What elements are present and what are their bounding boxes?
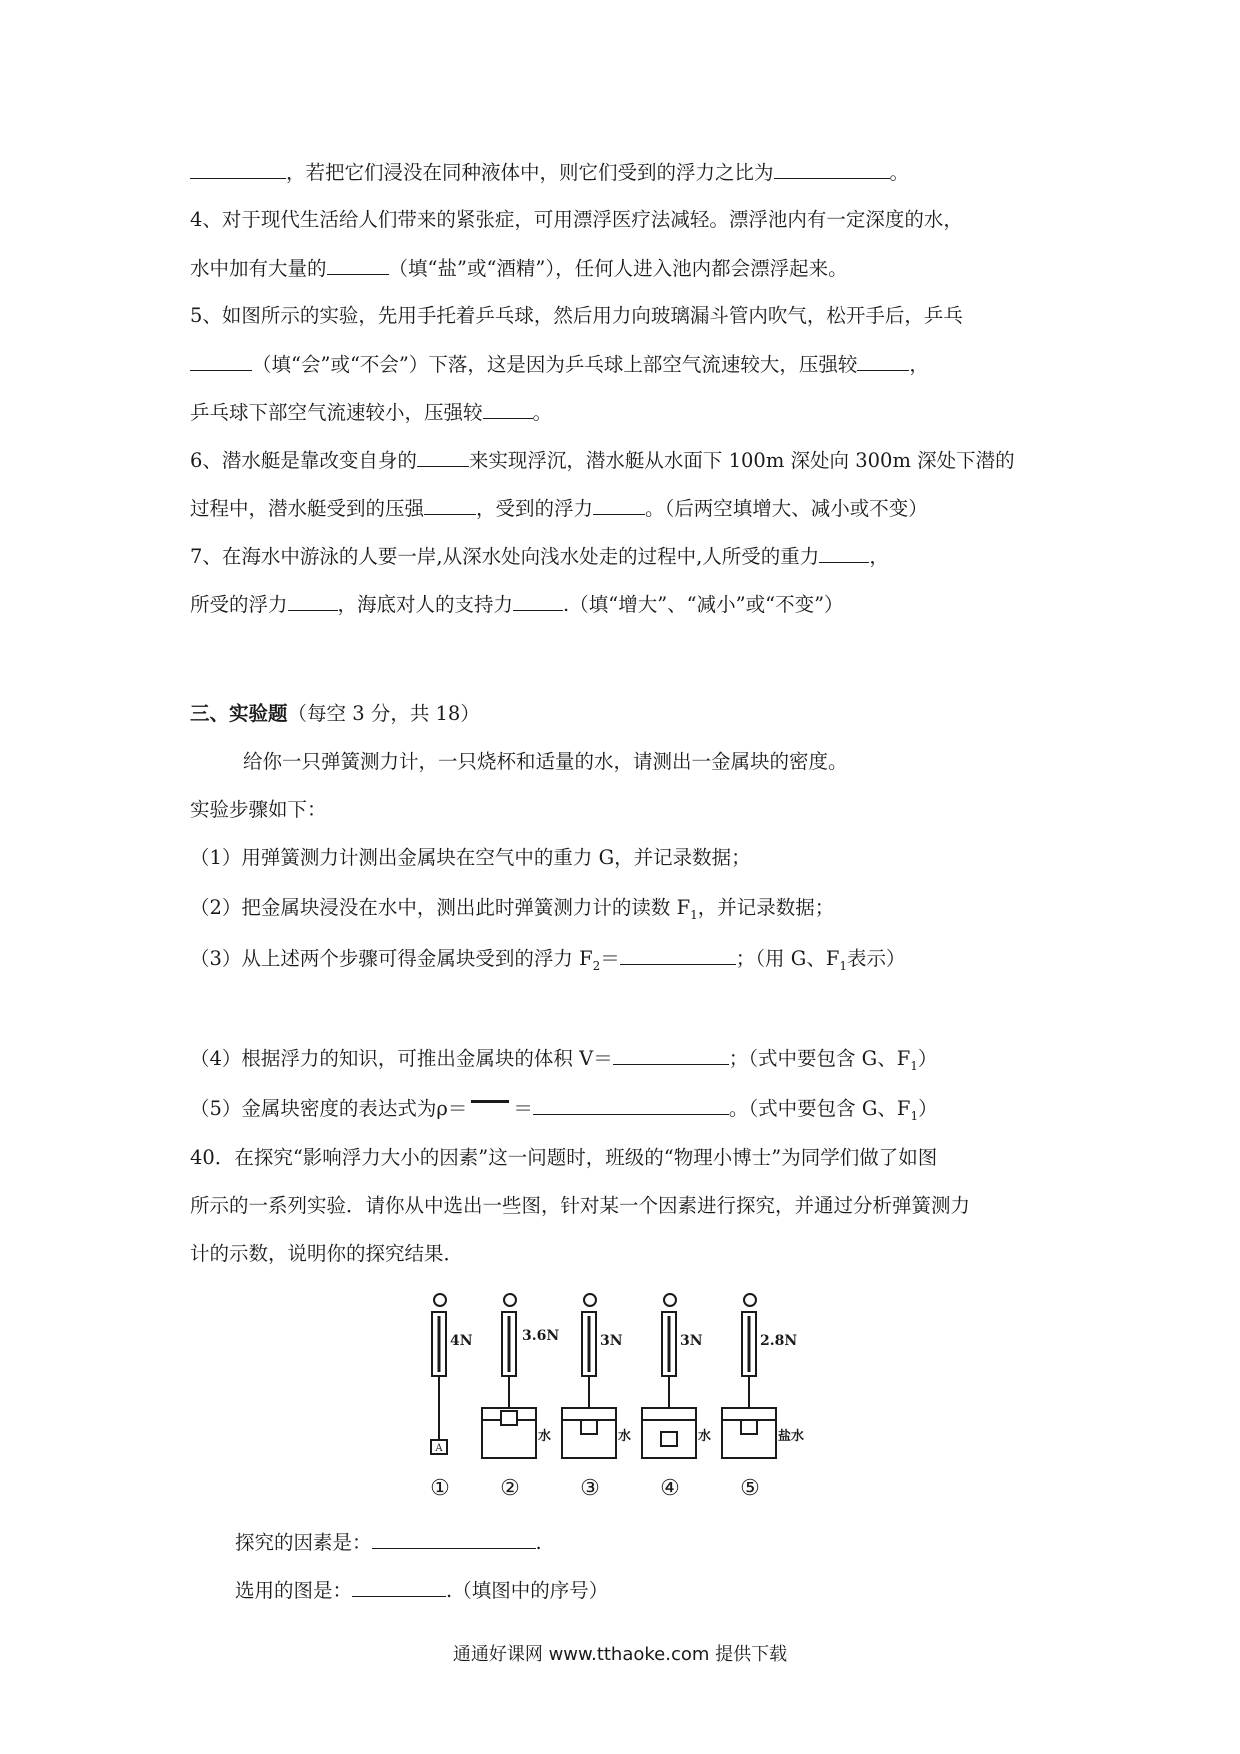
answer-blank[interactable] (774, 158, 890, 179)
question-5-line-3: 乒乓球下部空气流速较小，压强较 。 (190, 398, 552, 427)
answer-blank[interactable] (424, 494, 476, 515)
figure-number: ③ (580, 1476, 600, 1501)
answer-blank[interactable] (327, 254, 389, 275)
factor-field-line: 探究的因素是： . (235, 1528, 542, 1557)
figure-number: ④ (660, 1476, 680, 1501)
liquid-label-4: 水 (698, 1429, 712, 1444)
answer-blank[interactable] (613, 1044, 729, 1065)
answer-blank[interactable] (593, 494, 645, 515)
page-footer: 通通好课网 www.tthaoke.com 提供下载 (452, 1644, 788, 1665)
step-3: （3）从上述两个步骤可得金属块受到的浮力 $F_2=$ ；（用 G、$F_1$表示） (190, 944, 906, 980)
setup-5 (722, 1294, 804, 1458)
answer-blank[interactable] (190, 350, 252, 371)
question-6-line-1: 6、潜水艇是靠改变自身的 来实现浮沉，潜水艇从水面下 100m 深处向 300m 深处下潜的 (190, 446, 1015, 475)
reading-3: 3N (600, 1333, 623, 1349)
figure-numbers (430, 1476, 760, 1501)
fraction-bar (471, 1100, 509, 1103)
answer-blank[interactable] (417, 446, 469, 467)
question-6-line-2: 过程中，潜水艇受到的压强 ，受到的浮力 。（后两空填增大、减小或不变） (190, 494, 928, 523)
liquid-label-3: 水 (618, 1429, 632, 1444)
answer-blank[interactable] (513, 590, 563, 611)
metal-block-icon (501, 1411, 517, 1425)
setup-1 (431, 1294, 473, 1454)
answer-blank[interactable] (819, 542, 869, 563)
setup-4 (642, 1294, 711, 1458)
hand-icon (664, 1294, 676, 1306)
question-40-line-3: 计的示数，说明你的探究结果． (190, 1242, 464, 1265)
block-label: A (435, 1443, 443, 1454)
answer-blank[interactable] (857, 350, 909, 371)
section-3-heading: 三、实验题（每空 3 分，共 18） (190, 702, 480, 725)
continuation-line: ，若把它们浸没在同种液体中，则它们受到的浮力之比为 。 (190, 158, 909, 187)
hand-icon (434, 1294, 446, 1306)
steps-title: 实验步骤如下： (190, 798, 327, 821)
step-5: （5）金属块密度的表达式为ρ＝ ＝ 。（式中要包含 G、$F_1$） (190, 1094, 938, 1130)
step-1: （1）用弹簧测力计测出金属块在空气中的重力 G，并记录数据； (190, 846, 751, 869)
buoyancy-experiment-figure (410, 1290, 830, 1510)
metal-block-icon (661, 1432, 677, 1446)
reading-4: 3N (680, 1333, 703, 1349)
reading-5: 2.8N (760, 1333, 798, 1349)
section-3-intro: 给你一只弹簧测力计，一只烧杯和适量的水，请测出一金属块的密度。 (243, 750, 848, 773)
metal-block-icon (581, 1420, 597, 1434)
question-5-line-2: （填“会”或“不会”）下落，这是因为乒乓球上部空气流速较大，压强较 ， (190, 350, 929, 379)
answer-blank[interactable] (288, 590, 338, 611)
question-5-line-1: 5、如图所示的实验，先用手托着乒乓球，然后用力向玻璃漏斗管内吹气，松开手后，乒乓 (190, 304, 963, 327)
question-4-line-2: 水中加有大量的 （填“盐”或“酒精”），任何人进入池内都会漂浮起来。 (190, 254, 848, 283)
hand-icon (744, 1294, 756, 1306)
answer-blank[interactable] (483, 398, 533, 419)
question-40-line-1: 40．在探究“影响浮力大小的因素”这一问题时，班级的“物理小博士”为同学们做了如图 (190, 1146, 938, 1169)
answer-blank[interactable] (620, 944, 736, 965)
reading-1: 4N (450, 1333, 473, 1349)
setup-2 (482, 1294, 559, 1458)
question-7-line-2: 所受的浮力 ，海底对人的支持力 .（填“增大”、“减小”或“不变”） (190, 590, 844, 619)
factor-answer-blank[interactable] (372, 1528, 536, 1549)
step-4: （4）根据浮力的知识，可推出金属块的体积 V＝ ；（式中要包含 G、$F_1$） (190, 1044, 937, 1080)
hand-icon (504, 1294, 516, 1306)
answer-blank[interactable] (190, 158, 286, 179)
reading-2: 3.6N (522, 1328, 560, 1344)
figures-answer-blank[interactable] (352, 1576, 446, 1597)
question-4-line-1: 4、对于现代生活给人们带来的紧张症，可用漂浮医疗法减轻。漂浮池内有一定深度的水， (190, 208, 963, 231)
hand-icon (584, 1294, 596, 1306)
figure-number: ⑤ (740, 1476, 760, 1501)
answer-blank[interactable] (533, 1094, 729, 1115)
liquid-label-2: 水 (538, 1429, 552, 1444)
metal-block-icon (741, 1420, 757, 1434)
figure-number: ② (500, 1476, 520, 1501)
liquid-label-5: 盐水 (778, 1429, 805, 1444)
question-7-line-1: 7、在海水中游泳的人要一岸,从深水处向浅水处走的过程中,人所受的重力 ， (190, 542, 889, 571)
question-40-line-2: 所示的一系列实验．请你从中选出一些图，针对某一个因素进行探究，并通过分析弹簧测力 (190, 1194, 971, 1217)
figure-number: ① (430, 1476, 450, 1501)
step-2: （2）把金属块浸没在水中，测出此时弹簧测力计的读数 $F_1$，并记录数据； (190, 896, 835, 922)
figures-field-line: 选用的图是： .（填图中的序号） (235, 1576, 608, 1605)
setup-3 (562, 1294, 631, 1458)
